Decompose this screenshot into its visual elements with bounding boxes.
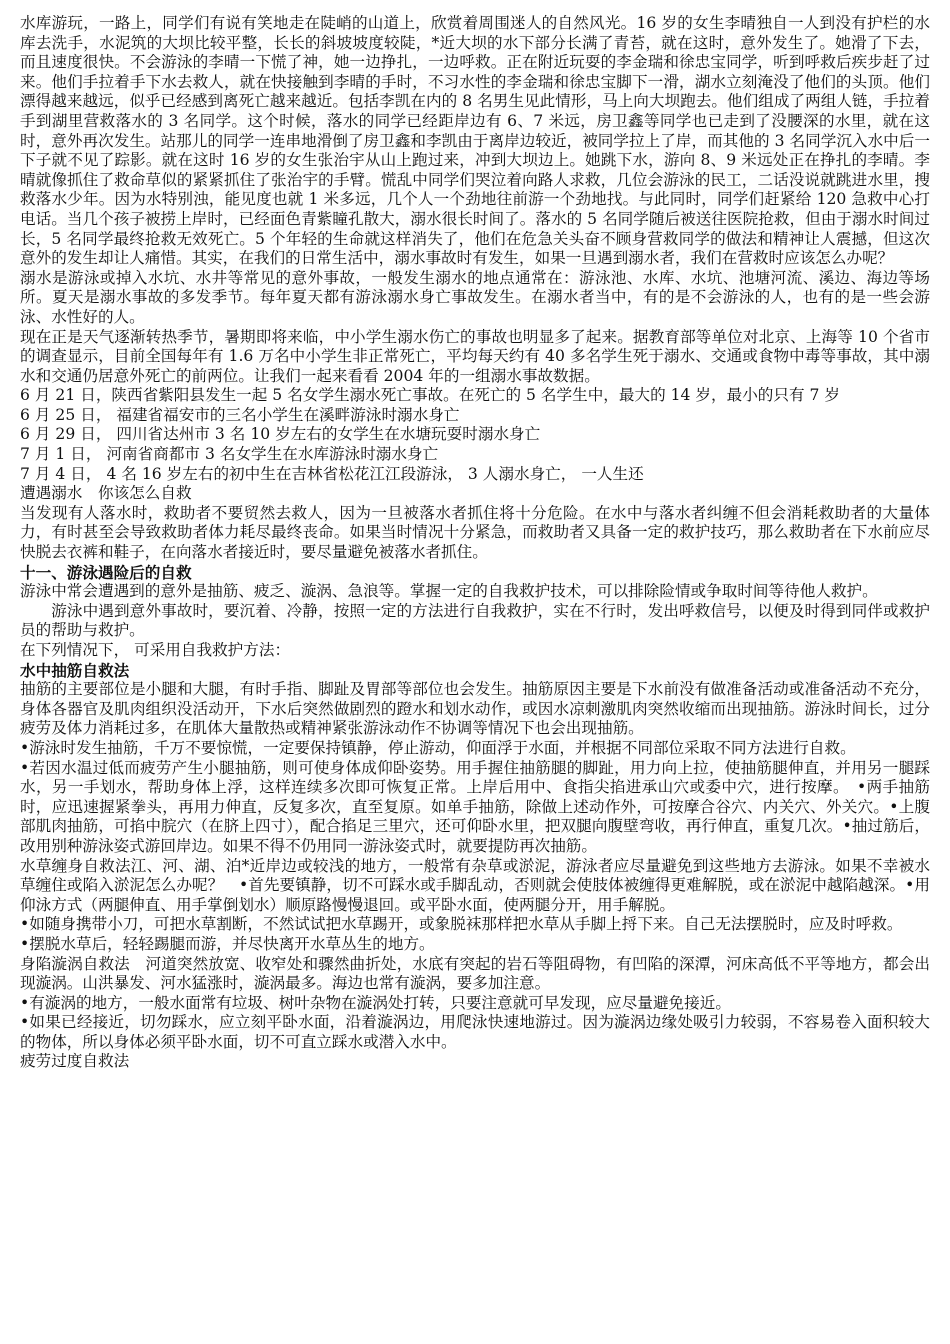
paragraph-waterweed-self-rescue: 水草缠身自救法江、河、湖、泊*近岸边或较浅的地方，一般常有杂草或淤泥，游泳者应尽量避免到这些地方去游泳。如果不幸被水草缠住或陷入淤泥怎么办呢？ •首先要镇静，切不可踩水或手脚乱动，否则就会使肢体被缠得更难解脱，或在淤泥中越陷越深。•用仰泳方式（两腿伸直、用手掌倒划水）顺原路慢慢退回。或平卧水面，使两腿分开，用手解脱。: [20, 856, 930, 914]
paragraph-stay-calm: 游泳中遇到意外事故时，要沉着、冷静，按照一定的方法进行自我救护，实在不行时，发出呼救信号，以便及时得到同伴或救护员的帮助与救护。: [20, 601, 930, 640]
paragraph-swimming-dangers: 游泳中常会遭遇到的意外是抽筋、疲乏、漩涡、急浪等。掌握一定的自我救护技术，可以排除险情或争取时间等待他人救护。: [20, 582, 878, 601]
paragraph-whirlpool-escape: •如果已经接近，切勿踩水，应立刻平卧水面，沿着漩涡边，用爬泳快速地游过。因为漩涡边缘处吸引力较弱，不容易卷入面积较大的物体，所以身体必须平卧水面，切不可直立踩水或潜入水中。: [20, 1013, 930, 1051]
paragraph-cramp-techniques: •若因水温过低而疲劳产生小腿抽筋，则可使身体成仰卧姿势。用手握住抽筋腿的脚趾，用力向上拉，使抽筋腿伸直，并用另一腿踩水，另一手划水，帮助身体上浮，这样连续多次即可恢复正常。上岸后用中、食指尖掐进承山穴或委中穴，进行按摩。 •两手抽筋时，应迅速握紧拳头，再用力伸直，反复多次，直至复原。如单手抽筋，除做上述动作外，可按摩合谷穴、内关穴、外关穴。•上腹部肌肉抽筋，可掐中脘穴（在脐上四寸），配合掐足三里穴，还可仰卧水里，把双腿向腹壁弯收，再行伸直，重复几次。•抽过筋后，改用别种游泳姿式游回岸边。如果不得不仍用同一游泳姿式时，就要提防再次抽筋。: [20, 758, 930, 855]
paragraph-incident-june-25: 6 月 25 日， 福建省福安市的三名小学生在溪畔游泳时溺水身亡: [20, 405, 460, 424]
paragraph-waterweed-escape: •摆脱水草后，轻轻踢腿而游，并尽快离开水草丛生的地方。: [20, 934, 435, 953]
paragraph-drowning-statistics: 现在正是天气逐渐转热季节，暑期即将来临，中小学生溺水伤亡的事故也明显多了起来。据教育部等单位对北京、上海等 10 个省市的调查显示，目前全国每年有 1.6 万名中小学生非正常死亡，平均每天约有 40 多名学生死于溺水、交通或食物中毒等事故，其中溺水和交通仍居意外死亡的前两位。让我们一起来看看 2004 年的一组溺水事故数据。: [20, 327, 930, 385]
paragraph-incident-june-29: 6 月 29 日， 四川省达州市 3 名 10 岁左右的女学生在水塘玩耍时溺水身亡: [20, 425, 541, 444]
paragraph-subheading-self-rescue: 遭遇溺水 你该怎么自救: [20, 484, 192, 503]
paragraph-incident-july-4: 7 月 4 日， 4 名 16 岁左右的初中生在吉林省松花江江段游泳， 3 人溺水身亡， 一人生还: [20, 464, 644, 483]
paragraph-fatigue-self-rescue: 疲劳过度自救法: [20, 1052, 130, 1071]
paragraph-incident-july-1: 7 月 1 日， 河南省商都市 3 名女学生在水库游泳时溺水身亡: [20, 445, 439, 464]
paragraph-rescuer-advice: 当发现有人落水时，救助者不要贸然去救人，因为一旦被落水者抓住将十分危险。在水中与落水者纠缠不但会消耗救助者的大量体力，有时甚至会导致救助者体力耗尽最终丧命。如果当时情况十分紧急，而救助者又具备一定的救护技巧，那么救助者在下水前应尽快脱去衣裤和鞋子，在向落水者接近时，要尽量避免被落水者抓住。: [20, 503, 930, 562]
paragraph-cramp-stay-calm: •游泳时发生抽筋，千万不要惊慌，一定要保持镇静，停止游动，仰面浮于水面，并根据不同部位采取不同方法进行自救。: [20, 738, 856, 757]
paragraph-whirlpool-self-rescue: 身陷漩涡自救法 河道突然放宽、收窄处和骤然曲折处，水底有突起的岩石等阻碍物，有凹陷的深潭，河床高低不平等地方，都会出现漩涡。山洪暴发、河水猛涨时，漩涡最多。海边也常有漩涡，要多加注意。: [20, 954, 930, 993]
paragraph-incident-june-21: 6 月 21 日，陕西省紫阳县发生一起 5 名女学生溺水死亡事故。在死亡的 5 名学生中，最大的 14 岁，最小的只有 7 岁: [20, 386, 841, 405]
paragraph-reservoir-accident-story: 水库游玩，一路上，同学们有说有笑地走在陡峭的山道上，欣赏着周围迷人的自然风光。16 岁的女生李晴独自一人到没有护栏的水库去洗手，水泥筑的大坝比较平整，长长的斜坡坡度较陡，*近大坝的水下部分长满了青苔，就在这时，意外发生了。她滑了下去，而且速度很快。不会游泳的李晴一下慌了神，她一边挣扎，一边呼救。正在附近玩耍的李金瑞和徐忠宝同学，听到呼救后疾步赶了过来。他们手拉着手下水去救人，就在快接触到李晴的手时，不习水性的李金瑞和徐忠宝脚下一滑，湖水立刻淹没了他们的头顶。他们漂得越来越远，似乎已经感到离死亡越来越近。包括李凯在内的 8 名男生见此情形，马上向大坝跑去。他们组成了两组人链，手拉着手到湖里营救落水的 3 名同学。这个时候，落水的同学已经距岸边有 6、7 米远，房卫鑫等同学也已走到了没腰深的水里，就在这时，意外再次发生。站那儿的同学一连串地滑倒了房卫鑫和李凯由于离岸边较近，被同学拉上了岸，而其他的 3 名同学沉入水中后一下子就不见了踪影。就在这时 16 岁的女生张治宇从山上跑过来，冲到大坝边上。她跳下水，游向 8、9 米远处正在挣扎的李晴。李晴就像抓住了救命草似的紧紧抓住了张治宇的手臂。慌乱中同学们哭泣着向路人求救，几位会游泳的民工，二话没说就跳进水里，搜救落水少年。因为水特别浊，能见度也就 1 米多远，几个人一个劲地往前游一个劲地找。与此同时，同学们赶紧给 120 急救中心打电话。当几个孩子被捞上岸时，已经面色青紫瞳孔散大，溺水很长时间了。落水的 5 名同学随后被送往医院抢救，但由于溺水时间过长，5 名同学最终抢救无效死亡。5 个年轻的生命就这样消失了，他们在危急关头奋不顾身营救同学的做法和精神让人震撼，但这次意外的发生却让人痛惜。其实，在我们的日常生活中，溺水事故时有发生，如果一旦遇到溺水者，我们在营救时应该怎么办呢？: [20, 14, 930, 268]
paragraph-waterweed-knife: •如随身携带小刀，可把水草割断，不然试试把水草踢开，或象脱袜那样把水草从手脚上捋下来。自己无法摆脱时，应及时呼救。: [20, 915, 903, 934]
paragraph-self-rescue-intro: 在下列情况下， 可采用自我救护方法：: [20, 641, 291, 659]
section-heading-cramp-self-rescue: 水中抽筋自救法: [20, 660, 130, 680]
paragraph-whirlpool-avoid: •有漩涡的地方，一般水面常有垃圾、树叶杂物在漩涡处打转，只要注意就可早发现，应尽量避免接近。: [20, 993, 731, 1012]
paragraph-cramp-causes: 抽筋的主要部位是小腿和大腿，有时手指、脚趾及胃部等部位也会发生。抽筋原因主要是下水前没有做准备活动或准备活动不充分，身体各器官及肌肉组织没活动开，下水后突然做剧烈的蹬水和划水动作，或因水凉刺激肌肉突然收缩而出现抽筋。游泳时间长，过分疲劳及体力消耗过多，在肌体大量散热或精神紧张游泳动作不协调等情况下也会出现抽筋。: [20, 680, 930, 738]
section-heading-swimming-self-rescue: 十一、游泳遇险后的自救: [20, 562, 192, 582]
paragraph-drowning-overview: 溺水是游泳或掉入水坑、水井等常见的意外事故，一般发生溺水的地点通常在：游泳池、水库、水坑、池塘河流、溪边、海边等场所。夏天是溺水事故的多发季节。每年夏天都有游泳溺水身亡事故发生。在溺水者当中，有的是不会游泳的人，也有的是一些会游泳、水性好的人。: [20, 268, 930, 326]
